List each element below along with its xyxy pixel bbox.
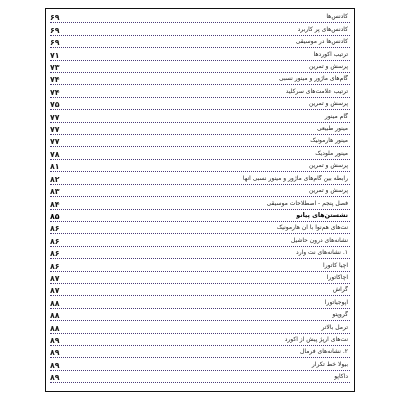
toc-row[interactable]	[50, 261, 350, 273]
toc-page-number: ۷۴	[50, 75, 60, 85]
toc-row[interactable]	[50, 348, 350, 360]
toc-page-number: ۸۶	[50, 236, 60, 246]
toc-entry-title: گروپتو	[332, 311, 348, 319]
toc-page-number: ۸۱	[50, 162, 60, 172]
toc-page-number: ۸۹	[50, 360, 60, 370]
toc-page-number: ۸۷	[50, 273, 60, 283]
toc-entry-title: ترمل بالاتر	[321, 323, 348, 331]
toc-entry-title: کادنس‌ها در موسیقی	[295, 38, 348, 46]
toc-entry-title: نشانه‌های درون حاشیل	[290, 236, 348, 244]
toc-row[interactable]	[50, 38, 350, 50]
toc-row[interactable]	[50, 63, 350, 75]
toc-row[interactable]	[50, 224, 350, 236]
toc-entry-title: ۱. نشانه‌های نت وارد	[296, 249, 348, 257]
toc-entry-title: ترتیب آکوردها	[313, 50, 348, 58]
toc-entry-title: داکاپو	[334, 373, 348, 381]
toc-row[interactable]	[50, 360, 350, 372]
toc-entry-title: آچیا کاتورا	[323, 261, 348, 269]
toc-entry-title: ۲. نشانه‌های فرمال	[300, 348, 348, 356]
toc-entry-title: مینور ملودیک	[315, 149, 348, 157]
toc-page-number: ۸۷	[50, 286, 60, 296]
toc-entry-title: مینور طبیعی	[316, 125, 348, 133]
toc-row[interactable]	[50, 125, 350, 137]
toc-row[interactable]	[50, 311, 350, 323]
table-of-contents	[50, 13, 350, 385]
toc-page-number: ۶۹	[50, 38, 60, 48]
toc-page-number: ۷۵	[50, 100, 60, 110]
toc-entry-title: نشستن‌های پیانو	[296, 211, 348, 219]
toc-row[interactable]	[50, 187, 350, 199]
toc-row[interactable]	[50, 25, 350, 37]
toc-entry-title: کادنس‌ها	[326, 13, 348, 21]
toc-page-number: ۸۲	[50, 174, 60, 184]
toc-page-number: ۸۵	[50, 211, 60, 221]
toc-page-number: ۸۸	[50, 298, 60, 308]
toc-row[interactable]	[50, 13, 350, 25]
toc-row[interactable]	[50, 100, 350, 112]
toc-page-number: ۷۷	[50, 137, 60, 147]
toc-page-number: ۷۸	[50, 149, 60, 159]
toc-entry-title: مینور هارمونیک	[310, 137, 348, 145]
toc-entry-title: نت‌های آرپژ پیش از آکورد	[284, 335, 348, 343]
toc-row[interactable]	[50, 336, 350, 348]
toc-row[interactable]	[50, 286, 350, 298]
toc-page-number: ۸۸	[50, 311, 60, 321]
toc-page-number: ۸۳	[50, 187, 60, 197]
toc-row[interactable]	[50, 174, 350, 186]
toc-row[interactable]	[50, 149, 350, 161]
toc-entry-title: آپوجیاتورا	[324, 298, 348, 306]
toc-row[interactable]	[50, 162, 350, 174]
toc-entry-title: ترتیب علامت‌های سرکلید	[285, 87, 348, 95]
toc-entry-title: گام‌های ماژور و مینور نسبی	[278, 75, 348, 83]
toc-row-section-heading[interactable]	[50, 212, 350, 224]
toc-page-number: ۸۹	[50, 335, 60, 345]
toc-entry-title: آچاکاتورا	[326, 273, 348, 281]
toc-row[interactable]	[50, 249, 350, 261]
toc-row[interactable]	[50, 373, 350, 385]
toc-row[interactable]	[50, 274, 350, 286]
toc-page-number: ۷۱	[50, 50, 60, 60]
toc-entry-title: نت‌های هم‌نوا با آن هارمونیک	[276, 224, 348, 232]
toc-page-number: ۷۳	[50, 63, 60, 73]
toc-page-number: ۷۴	[50, 87, 60, 97]
toc-row[interactable]	[50, 75, 350, 87]
toc-page-number: ۸۶	[50, 249, 60, 259]
toc-entry-title: رابطه بین گام‌های ماژور و مینور نسبی آنها	[242, 174, 348, 182]
toc-row[interactable]	[50, 323, 350, 335]
toc-page-number: ۸۶	[50, 224, 60, 234]
toc-row[interactable]	[50, 50, 350, 62]
toc-entry-title: فصل پنجم - اصطلاحات موسیقی	[266, 199, 348, 207]
toc-page-number: ۸۴	[50, 199, 60, 209]
toc-page-number: ۸۶	[50, 261, 60, 271]
toc-page-number: ۶۹	[50, 25, 60, 35]
toc-entry-title: پرسش و تمرین	[308, 100, 348, 108]
toc-page-number: ۷۷	[50, 125, 60, 135]
toc-page-number: ۷۷	[50, 112, 60, 122]
toc-entry-title: بیولا خط تکرار	[311, 360, 348, 368]
toc-row[interactable]	[50, 236, 350, 248]
toc-page-number: ۸۹	[50, 373, 60, 383]
toc-entry-title: پرسش و تمرین	[308, 162, 348, 170]
toc-row[interactable]	[50, 137, 350, 149]
toc-row[interactable]	[50, 298, 350, 310]
toc-page-number: ۸۸	[50, 323, 60, 333]
toc-row[interactable]	[50, 199, 350, 211]
toc-entry-title: گراش	[332, 286, 348, 294]
toc-entry-title: کادنس‌های پر کاربرد	[297, 25, 348, 33]
toc-row[interactable]	[50, 112, 350, 124]
toc-row[interactable]	[50, 87, 350, 99]
toc-page-number: ۶۹	[50, 13, 60, 23]
toc-entry-title: پرسش و تمرین	[308, 187, 348, 195]
toc-page-number: ۸۹	[50, 348, 60, 358]
toc-entry-title: گام مینور	[324, 112, 348, 120]
toc-entry-title: پرسش و تمرین	[308, 63, 348, 71]
